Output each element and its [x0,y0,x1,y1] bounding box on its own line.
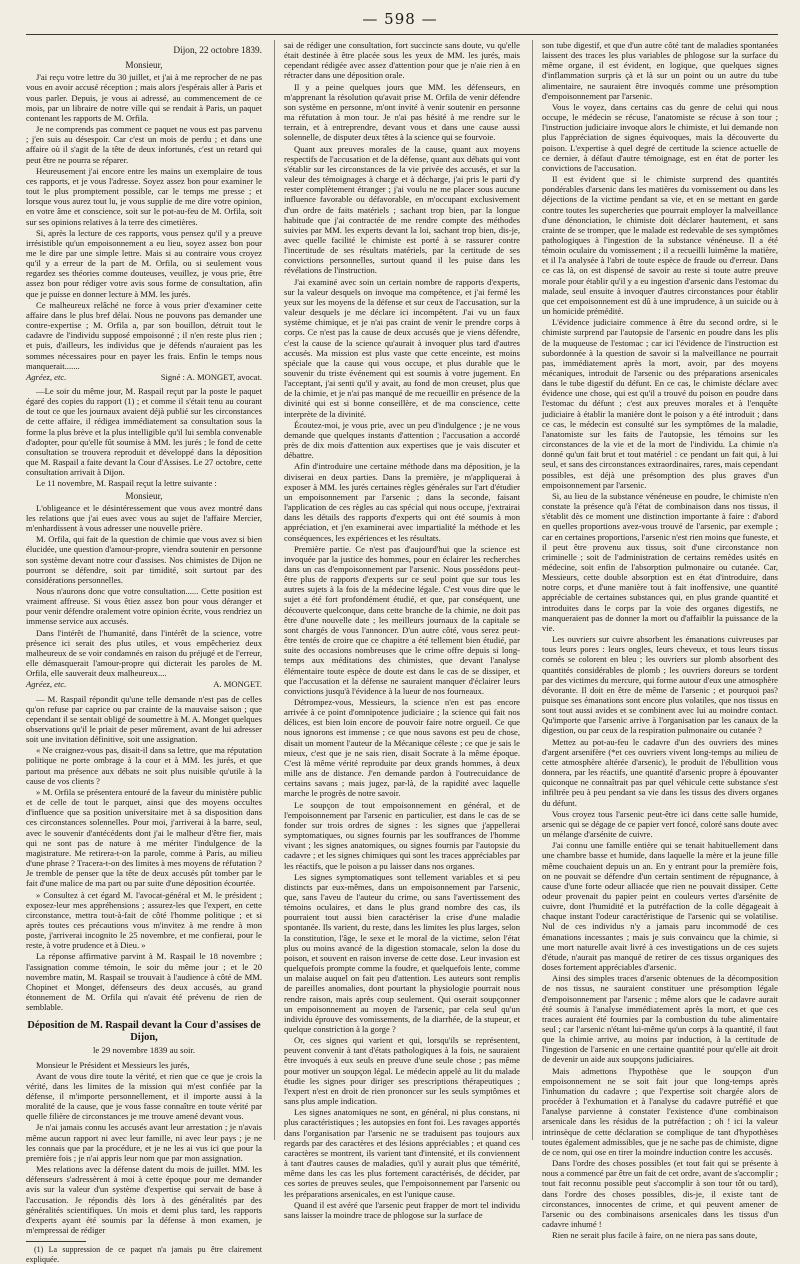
section-heading: Déposition de M. Raspail devant la Cour d'assises de Dijon, [27,1020,261,1044]
paragraph: Quant aux preuves morales de la cause, quant aux moyens respectifs de l'accusation et de la défense, quant aux débats qui vont s'établir sur les circonstances de la vie privée des accusés, et sur la valeur des témoignages à charge et à décharge, j'ai pris le parti d'y rester complètement étranger ; j'ai voulu ne me placer sous aucune influence favorable ou défavorable, en m'occupant exclusivement d'un ordre de faits matériels ; sachant trop bien, par la longue habitude que j'ai contractée de me rendre compte des méthodes suivies par MM. les experts devant la loi, sachant trop bien, dis-je, avec quelle facilité le chimiste est porté à se rassurer contre l'incertitude de ses résultats matériels, par la certitude de ses convictions personnelles, surtout quand il les puise dans les révélations de l'instruction. [284,143,520,276]
paragraph: Les signes symptomatiques sont tellement variables et si peu distincts par eux-mêmes, dans un empoisonnement par l'arsenic, que, sans l'aveu de l'auteur du crime, ou sans l'avertissement des témoins oculaires, et dans le plus grand nombre des cas, ils pourraient tout aussi bien caractériser la crise d'une maladie spontanée. Ils varient, du reste, dans les limites les plus larges, selon la constitution, l'âge, le sexe et le moral de la victime, selon l'état plus ou moins avancé de la digestion stomacale, selon la dose du poison, et souvent en raison inverse de cette dose. Leur invasion est quelquefois prompte comme la foudre, et quelquefois lente, comme un malaise auquel on fait peu d'attention. Les auteurs sont remplis de pareilles anomalies, dont pourtant la physiologie pourrait nous rendre raison, mais après coup seulement. Qui oserait soupçonner un empoisonnement au moyen de l'arsenic, par cela seul qu'un individu éprouve des vomissements, de la diarrhée, de la stupeur, et quelque constriction à la gorge ? [284,871,520,1034]
paragraph: Vous croyez tous l'arsenic peut-être ici dans cette salle humide, arsenic qui se dégage de ce papier vert foncé, coloré sans doute avec un mélange d'arsénite de cuivre. [542,808,778,840]
footnote: (1) La suppression de ce paquet n'a jamais pu être clairement expliquée. [26,1245,262,1264]
page-number: — 598 — [362,10,438,28]
paragraph: Vous le voyez, dans certains cas du genre de celui qui nous occupe, le médecin se récuse, l'anatomiste se récuse à son tour ; l'instruction judiciaire invoque alors le chimiste, et lui demande non plus l'appréciation de signes équivoques, mais la découverte du poison. L'expertise à quel degré de certitude la science actuelle de ce dernier, à défaut d'autre témoignage, est en état de porter les convictions de l'accusation. [542,101,778,173]
paragraph: Nous n'aurons donc que votre consultation...... Cette position est vraiment affreuse. Si vous êtiez assez bon pour vous déranger et pour venir défendre oralement votre opinion écrite, vous rendriez un immense service aux accusés. [26,585,262,627]
paragraph: Heureusement j'ai encore entre les mains un exemplaire de tous ces rapports, et je vous l'adresse. Soyez assez bon pour examiner le tout le plus promptement possible, car le temps me presse ; et lorsque vous aurez tout lu, je vous supplie de me dire votre opinion, en votre âme et conscience, soit sur le pot-au-feu de M. Orfila, soit sur ses opinions relatives à la terre des cimetières. [26,165,262,227]
footnote-rule [26,1241,86,1242]
section-subheading: le 29 novembre 1839 au soir. [92,1045,196,1056]
paragraph: J'ai examiné avec soin un certain nombre de rapports d'experts, sur la valeur desquels on invoque ma compétence, et j'ai fermé les yeux sur les moyens de la défense et sur ceux de l'accusation, sur la valeur desquels je me déclare ici incompétent. J'ai vu un faux système chimique, et je n'ai pas craint de venir le prendre corps à corps. Ce n'est pas la cause de deux accusés que je viens défendre, c'est la cause de la science qu'aurait à invoquer plus tard d'autres accusés. Ma mission est plus vaste que cette enceinte, est moins spéciale que la cause qui vous occupe, et plus durable que le souvenir du triste événement qui est soumis à votre jugement. En l'acceptant, j'ai senti qu'il y avait, au fond de mon creuset, plus que de la chimie, et je n'ai pas manqué de me recueillir en présence de la divinité qui est si bonne conseillère, et de ma conscience, cette interprète de la divinité. [284,276,520,419]
paragraph: « Ne craignez-vous pas, disait-il dans sa lettre, que ma réputation politique ne porte ombrage à la cour et à MM. les jurés, et que partout ma présence aux débats ne soit plus nuisible qu'utile à la cause de vos clients ? [26,745,262,786]
paragraph: sai de rédiger une consultation, fort succincte sans doute, vu qu'elle était destinée à être placée sous les yeux de MM. les jurés, mais cependant rédigée avec assez d'attention pour que je n'aie rien à en rétracter dans une déposition orale. [284,40,520,81]
column-2 [284,40,520,1220]
paragraph: L'évidence judiciaire commence à être du second ordre, si le chimiste surprend par l'autopsie de l'arsenic en poudre dans les plis de la muqueuse de l'estomac ; car ici l'évidence de l'instruction est subordonnée à la question de savoir si la malveillance ne pourrait pas, immédiatement après la mort, avoir, par des moyens mécaniques, introduit de l'arsenic ou des préparations arsenicales dans le tube digestif du défunt. En ce cas, le chimiste déclare avec évidence une chose, qui est qu'il a trouvé du poison en poudre dans l'estomac du défunt ; c'est aux preuves morales et à l'enquête judiciaire à établir la manière dont le poison y a été introduit ; dans ce cas, le médecin est consulté sur les symptômes de la maladie, l'anatomiste sur les faits de l'autopsie, les témoins sur les circonstances de la vie et de la mort de l'individu. La chimie n'a donné qu'un fait brut et tout matériel : ce pendant un fait qui, à lui seul, et sans des circonstances extraordinaires, rares, mais cependant possibles, est déjà une présomption des plus graves d'un empoisonnement par l'arsenic. [542,317,778,490]
paragraph: —Le soir du même jour, M. Raspail reçut par la poste le paquet égaré des copies du rapport (1) ; et comme il s'était tenu au courant de tout ce que les journaux avaient déjà publié sur les circonstances de cette affaire, il rédigea immédiatement sa consultation sous la forme la plus brève et la plus intelligible qu'il lui sembla convenable d'adopter, pour qu'elle fût soumise à MM. les jurés ; le fond de cette consultation se trouvera reproduit et développé dans la déposition que M. Raspail a faite devant la Cour d'Assises. Le 27 octobre, cette consultation arrivait à Dijon. [26,386,262,478]
paragraph: L'obligeance et le désintéressement que vous avez montré dans les relations que j'ai eues avec vous au sujet de l'affaire Mercier, m'enhardissent à vous adresser une nouvelle prière. [26,502,262,534]
paragraph: Détrompez-vous, Messieurs, la science n'en est pas encore arrivée à ce point d'omnipotence judiciaire ; la science qui fait nos délices, est bien loin encore de pouvoir faire notre orgueil. Ce que nous ignorons est immense ; ce que nous savons est peu de chose, disait un moment l'auteur de la Mécanique céleste ; ce que je sais le mieux, c'est que je ne sais rien, disait Socrate à la même époque. C'est là même vérité reproduite par deux grands hommes, à deux mille ans de distance. J'en demande pardon à l'outrecuidance de certains savans ; mais jugez, par-là, de la rapidité avec laquelle marche le progrès de notre savoir. [284,697,520,799]
paragraph: Les signes anatomiques ne sont, en général, ni plus constans, ni plus caractéristiques ; les autopsies en font foi. Les ravages apportés dans l'organisation par l'arsenic ne se traduisent pas toujours aux regards par des caractères et des lésions appréciables ; et quand ces caractères se montrent, ils varient tant d'intensité, et ils conviennent à tant d'autres causes de maladies, qu'il y aurait plus que témérité, même dans les cas les plus fortement caractérisés, de décider, par ces sortes de preuves seules, que l'empoisonnement par l'arsenic ou les préparations arsenicales, en est l'unique cause. [284,1107,520,1199]
signature-name: Signé : A. MONGET, avocat. [160,371,262,382]
paragraph: son tube digestif, et que d'un autre côté tant de maladies spontanées laissent des traces les plus variables de phlogose sur la surface du même organe, il est évident, en logique, que quelques signes d'inflammation surpris çà et là sur un point ou un autre du tube alimentaire, ne sauraient être invoqués comme une présomption d'empoisonnement par l'arsenic. [542,40,778,101]
column-3 [542,40,779,1241]
signature-closing: Agréez, etc. [26,679,67,690]
paragraph: Mais admettons l'hypothèse que le soupçon d'un empoisonnement ne se soit fait jour que long-temps après l'inhumation du cadavre ; que l'expertise soit chargée alors de procéder à l'exhumation et à l'analyse du cadavre putréfié et que l'analyse parvienne à constater l'existence d'une combinaison arsenicale dans les résidus de la putréfaction ; oh ! ici la valeur intrinsèque de cette déclaration se complique de tant d'hypothèses toutes également admissibles, que je ne sache pas de chimiste, digne de ce nom, qui ose en tirer la moindre induction contre les accusés. [542,1065,778,1157]
paragraph: Dans l'intérêt de l'humanité, dans l'intérêt de la science, votre présence ici serait des plus utiles, et vous empêcheriez deux malheureux de se voir condamnés en raison du préjugé et de l'erreur, elle démasquerait l'amour-propre qui dicterait les paroles de M. Orfila, elle sauverait deux malheureux.... [26,627,263,679]
text-columns [26,40,779,1264]
paragraph: — M. Raspail répondit qu'une telle demande n'est pas de celles qu'on refuse par caprice ou par crainte de la mauvaise saison ; que cependant il se sentait obligé de soumettre à M. A. Monget quelques observations qu'il le priait de peser mûrement, avant de lui adresser soit une invitation définitive, soit une assignation. [26,693,262,745]
paragraph: Mettez au pot-au-feu le cadavre d'un des ouvriers des mines d'argent arsenifère (*et ces ouvriers vivent long-temps au milieu de cette atmosphère altérée d'arsenic), le produit de l'ébullition vous donnera, par les réactifs, une quantité d'arsenic propre à épouvanter quiconque ne connaîtrait pas par quel véhicule cette substance s'est infiltrée peu à peu pendant sa vie dans les tissus des divers organes du défunt. [542,736,778,808]
paragraph: Les ouvriers sur cuivre absorbent les émanations cuivreuses par tous leurs pores : leurs ongles, leurs cheveux, et tous leurs tissus cornés se colorent en bleu ; les ouvriers sur plomb absorbent des quantités considérables de plomb ; les ouvriers doreurs se tordent par des victimes du mercure, qui forme autour d'eux une atmosphère dévorante. Il doit en être de même de l'arsenic ; et pourquoi pas? puisque ses émanations sont encore plus volatiles, que nos tissus en sont tout aussi avides et se combinent avec lui au moindre contact. Qu'importe que l'arsenic arrive à l'organisation par les canaux de la digestion, ou par ceux de la respiration pulmonaire ou cutanée ? [542,634,778,736]
paragraph: Écoutez-moi, je vous prie, avec un peu d'indulgence ; je ne vous demande que quelques instants d'attention ; l'accusation a accordé près de dix mois d'attention aux expertises que je vais discuter et débattre. [284,419,520,461]
paragraph: M. Orfila, qui fait de la question de chimie que vous avez si bien élucidée, une question d'amour-propre, viendra soutenir en personne son système devant notre cour d'assises. Nos chimistes de Dijon ne pourront se défendre, soit par timidité, soit surtout par des considérations personnelles. [26,534,262,585]
paragraph: Si, au lieu de la substance vénéneuse en poudre, le chimiste n'en constate la présence qu'à l'état de combinaison dans nos tissus, il s'établit dès ce moment une distinction importante à faire : d'abord en quelles proportions avez-vous trouvé de l'arsenic, par exemple ; car en certaines proportions, l'arsenic n'est rien moins que funeste, et il peut être provenu aux tissus, soit d'une circonstance non criminelle ; soit de l'administration de certains remèdes usités en médecine, soit enfin de l'absorption pulmonaire ou cutanée. Car, Messieurs, cette double absorption est en état d'introduire, dans notre corps, et d'une manière tout à fait inoffensive, une quantité appréciable de certaines substances qui, en plus grande quantité et introduites dans le corps par la voie des organes digestifs, ne manqueraient pas de donner la mort ou d'affaiblir la puissance de la vie. [542,490,779,633]
paragraph: Je n'ai jamais connu les accusés avant leur arrestation ; je n'avais même aucun rapport ni avec leur famille, ni avec leur pays ; je ne les connais que par la procédure, et je ne les ai vus ici que pour la première fois ; je n'ai appris leur nom que par mon assignation. [26,1122,262,1163]
paragraph: Or, ces signes qui varient et qui, lorsqu'ils se représentent, peuvent convenir à tant d'états pathologiques à la fois, ne sauraient être invoqués à eux seuls en preuve d'une seule chose ; pas même pour motiver un soupçon légal. Le médecin appelé au lit du malade étudie les signes pour diriger ses prescriptions thérapeutiques ; l'expert n'est en droit de rien prononcer sur les seuls symptômes et sans plus ample indication. [284,1035,520,1107]
paragraph: Ce malheureux relâché ne force à vous prier d'examiner cette affaire dans le plus bref délai. Nous ne pouvons pas demander une contre-expertise ; M. Orfila a, par son bouillon, détruit tout le cadavre de l'individu supposé empoisonné ; il n'en reste plus rien ; et puis, d'ailleurs, les individus que je défends n'auraient pas les sommes nécessaires pour en payer les frais. Enfin le temps nous manquerait....... [26,299,262,371]
paragraph: Afin d'introduire une certaine méthode dans ma déposition, je la diviserai en deux parties. Dans la première, je m'appliquerai à exposer à MM. les jurés certaines règles générales sur l'art d'étudier un empoisonnement par l'arsenic ; dans la seconde, faisant l'application de ces règles au cas spécial qui nous occupe, j'extrairai dans les détails des rapports d'experts qui ont été soumis à mon appréciation, et j'en examinerai avec impartialité la méthode et les conséquences, les expériences et les résultats. [284,461,520,543]
letter-signature [26,372,262,382]
letter-signature [26,679,262,689]
column-divider [274,40,275,1140]
letter-salutation: Monsieur, [125,60,163,71]
paragraph: Rien ne serait plus facile à faire, on ne niera pas sans doute, [552,1230,758,1241]
paragraph: » Consultez à cet égard M. l'avocat-général et M. le président ; exposez-leur mes appréhensions ; assurez-les que l'expert, en cette circonstance, mettra tout-à-fait de côté l'homme politique ; et si après toutes ces précautions vous m'invitez à me rendre à mon poste, j'arriverai incognito le 25 novembre, et me confierai, pour le reste, à votre prudence et à Dieu. » [26,889,262,951]
page-header [0,0,800,38]
paragraph: Si, après la lecture de ces rapports, vous pensez qu'il y a preuve irrésistible qu'un empoisonnement a eu lieu, soyez assez bon pour me le dire par une simple lettre. Mais si au contraire vous croyez qu'il y a erreur de la part de M. Orfila, ou si seulement vous regardez ses théories comme douteuses, veuillez, je vous prie, être assez bon pour rédiger votre avis sous forme de consultation, afin que je puisse en donner lecture à MM. les jurés. [26,227,262,299]
paragraph: Mes relations avec la défense datent du mois de juillet. MM. les défenseurs s'adressèrent à moi à cette époque pour me demander avis sur la valeur d'un système d'expertise qui servait de base à l'accusation. Je répondis dès lors à des généralités par des généralités scientifiques. Un mois et demi plus tard, les rapports d'experts ayant été soumis par la défense à mon examen, je m'empressai de rédiger [26,1164,262,1236]
paragraph: Il est évident que si le chimiste surprend des quantités pondérables d'arsenic dans les matières du vomissement ou dans les déjections de la victime pendant sa vie, et en se mettant en garde contre toutes les supercheries que pourrait employer la malveillance d'une dénonciation, le chimiste doit déclarer hautement, et sans crainte de se tromper, que le malade est redevable de ses symptômes pathologiques à l'ingestion de la substance vénéneuse. Il a été témoin oculaire du vomissement ; il a recueilli luimême la matière, et il l'a analysée à l'abri de toute espèce de fraude ou d'erreur. Dans ce cas là, on est dispensé de savoir au reste si toute autre preuve morale pour établir qu'il y a eu ingestion d'arsenic dans l'estomac du malade, seul ensuite à invoquer d'autres circonstances pour établir que cet empoisonnement est dû à une imprudence, à un suicide ou à un homicide prémédité. [542,174,778,317]
paragraph: Monsieur le Président et Messieurs les jurés, [36,1059,190,1070]
paragraph: » M. Orfila se présentera entouré de la faveur du ministère public et de celle de tout le parquet, ainsi que des moyens occultes d'influence que sa position universitaire met à sa disposition dans ces circonstances solennelles. Pour moi, j'arriverai à la barre, seul, avec le souvenir d'antécédents dont j'ai le malheur d'être fier, mais qui ne sont pas de nature à me mériter l'indulgence de la magistrature. Me retirera-t-on la parole, comme à Paris, au milieu d'une phrase ? Tracera-t-on des limites à mes moyens de réfutation ? Je tremble de penser que la tête de deux accusés pût tomber par le fait d'une malice de ma part ou par suite d'une déposition écourtée. [26,786,262,889]
paragraph: Il y a peine quelques jours que MM. les défenseurs, en m'apprenant la résolution qu'avait prise M. Orfila de venir défendre son système en personne, m'ont invité à venir soutenir en personne ma réfutation à mon tour. Je n'ai pas hésité à me rendre sur le terrain, et à entreprendre, devant vous et dans une cause aussi solennelle, de disputer deux têtes à la science qui se fourvoie. [284,81,520,143]
paragraph: La réponse affirmative parvint à M. Raspail le 18 novembre ; l'assignation comme témoin, le soir du même jour ; et le 20 novembre matin, M. Raspail se trouvait à l'audience à côté de MM. Chopinet et Monget, défenseurs des deux accusés, au grand étonnement de M. Orfila qui n'avait été prévenu de rien de semblable. [26,951,262,1013]
column-divider [532,40,533,1140]
letter-date: Dijon, 22 octobre 1839. [173,46,262,56]
paragraph: J'ai reçu votre lettre du 30 juillet, et j'ai à me reprocher de ne pas vous en avoir accusé réception ; mais alors j'espérais aller à Paris et vous parler. Depuis, je vous ai adressé, au commencement de ce mois, par un libraire de notre ville qui se rendait à Paris, un paquet contenant les rapports de M. Orfila. [26,72,262,123]
signature-name: A. MONGET. [213,679,262,690]
paragraph: Je ne comprends pas comment ce paquet ne vous est pas parvenu ; j'en suis au désespoir. Car c'est un mois de perdu ; et dans une affaire où il s'agit de la tête de deux infortunés, c'est un retard qui peut être ne pourra se réparer. [26,124,262,165]
paragraph: Dans l'ordre des choses possibles (et tout fait qui se présente à nous a commencé par être un fait de cet ordre, avant de s'accomplir ; tout fait reconnu possible peut s'accomplir à son tour tôt ou tard), dans l'ordre des choses possibles, dis-je, il existe tant de circonstances, innocentes de crime, et qui peuvent amener de l'arsenic ou des combinaisons arsenicales dans les tissus d'un cadavre inhumé ! [542,1158,778,1229]
signature-closing: Agréez, etc. [26,371,67,382]
paragraph: Première partie. Ce n'est pas d'aujourd'hui que la science est invoquée par la justice des hommes, pour en éclairer les recherches dans un cas d'empoisonnement par l'arsenic. Nous possédons peut-être plus de rapports d'experts sur ce seul point que sur tous les autres sujets à la fois de la médecine légale. C'est vous dire que le sujet a été fort profondément étudié, et que, par conséquent, une découverte quelconque, dans cette branche de la chimie, ne doit pas être d'une nouvelle date ; les meilleurs journaux de la capitale se sont chargés de vous l'annoncer. D'un autre côté, vous serez peut-être tentés de croire que ce chapitre a été tellement bien étudié, par suite des occasions nombreuses que le crime offre depuis si long-temps aux méditations des chimistes, que devant l'analyse élémentaire toute espèce de doute est dans le cas de se dissiper, et que l'accusation et la défense ne sauraient manquer d'éclairer leurs convictions jusqu'à l'évidence à la lueur de nos fourneaux. [284,543,520,696]
paragraph: J'ai connu une famille entière qui se tenait habituellement dans une chambre basse et humide, dans laquelle la mère et la jeune fille même couchaient depuis un an. En y entrant pour la première fois, on ne pouvait se défendre d'un certain sentiment de répugnance, à cause d'une forte odeur alliacée que rien ne pouvait dissiper. Cette odeur provenait du papier peint en couleurs vertes d'arsénite de cuivre, dont l'humidité et la putréfaction de la colle dégageait à chaque instant l'odeur caractéristique de l'arsenic qui se volatilise. Nul de ces individus n'y a jamais paru incommodé de ces émanations incessantes ; mais je suis convaincu que la chimie, si une mort naturelle avait livré à ces investigations un de ces sujets d'étude, n'aurait pas manqué de retirer de ces tissus organiques des doses fortement appréciables d'arsenic. [542,840,778,973]
paragraph: Le 11 novembre, M. Raspail reçut la lettre suivante : [36,478,217,489]
paragraph: Le soupçon de tout empoisonnement en général, et de l'empoisonnement par l'arsenic en particulier, est dans le cas de se fonder sur trois ordres de signes : les signes que j'appellerai symptomatiques, ou signes fournis par les souffrances de l'homme vivant ; les signes anatomiques, ou signes fournis par l'autopsie du cadavre ; et les signes chimiques qui sont les traces appréciables par les réactifs, que le poison a pu laisser dans nos organes. [284,799,520,871]
paragraph: Avant de vous dire toute la vérité, et rien que ce que je crois la vérité, dans les limites de la mission qui m'est confiée par la défense, il m'importe personnellement, et il importe aussi à la moralité de la cause, que je vous fasse connaître en toute vérité par quelle filière de circonstances je me trouve amené devant vous. [26,1070,262,1122]
paragraph: Ainsi des simples traces d'arsenic obtenues de la décomposition de nos tissus, ne sauraient constituer une présomption légale d'empoisonnement par l'arsenic ; même alors que le cadavre aurait été soumis à l'analyse immédiatement après la mort, et que ces traces auraient été fournies par la combustion du tube alimentaire seul ; car l'arsenic n'étant lui-même qu'un corps à la quantité, il faut que la chimie arrive, au moins par induction, à la certitude de l'ingestion de l'arsenic en une certaine quantité pour qu'elle ait droit de devenir un aide aux soupçons judiciaires. [542,973,778,1065]
letter-salutation: Monsieur, [125,490,163,501]
column-1 [26,40,263,1264]
header-rule [26,34,778,35]
paragraph: Quand il est avéré que l'arsenic peut frapper de mort tel individu sans laisser la moindre trace de phlogose sur la surface de [284,1199,520,1220]
